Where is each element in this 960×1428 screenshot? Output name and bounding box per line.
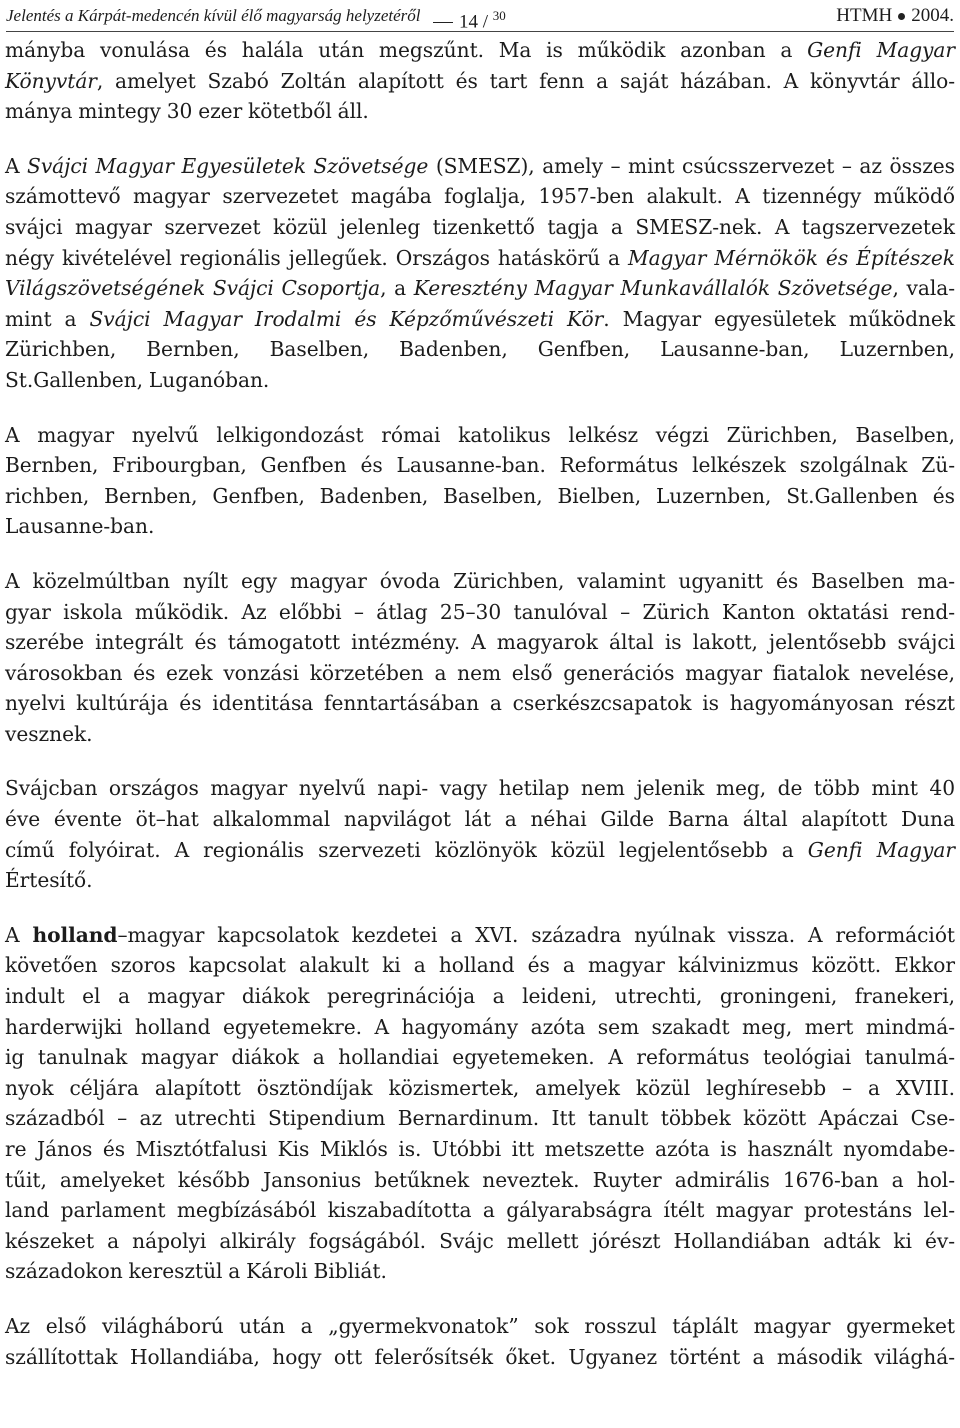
- text-line: szerébe integrált és támogatott intézmény. A magyarok által is lakott, jelentősebb svájci: [5, 630, 955, 655]
- text-line: nyok céljára alapított ösztöndíjak közismertek, amelyek közül leghíresebb – a XVIII.: [5, 1075, 955, 1100]
- text-line: richben, Bernben, Genfben, Badenben, Baselben, Bielben, Luzernben, St.Gallenben és: [5, 483, 955, 508]
- text-line: Könyvtár, amelyet Szabó Zoltán alapított és tart fenn a saját házában. A könyvtár állo-: [5, 68, 955, 93]
- text-line: harderwijki holland egyetemekre. A hagyomány azóta sem szakadt meg, mert mindmá-: [5, 1014, 955, 1039]
- text-line: századból – az utrechti Stipendium Bernardinum. Itt tanult többek között Apáczai Cse-: [5, 1106, 955, 1131]
- paragraph: [5, 151, 955, 396]
- text-line: éve évente öt–hat alkalommal napvilágot lát a néhai Gilde Barna által alapított Duna: [5, 807, 955, 832]
- header-year: 2004.: [911, 5, 954, 26]
- text-line: Svájcban országos magyar nyelvű napi- vagy hetilap nem jelenik meg, de több mint 40: [5, 776, 955, 801]
- text-line: vesznek.: [5, 721, 93, 746]
- text-line: nyelvi kultúrája és identitása fenntartásában a cserkészcsapatok is hagyományosan részt: [5, 691, 955, 716]
- text-line: mánya mintegy 30 ezer kötetből áll.: [5, 99, 369, 124]
- header-bullet: [898, 13, 905, 20]
- text-line: Lausanne-ban.: [5, 514, 155, 539]
- text-line: A holland–magyar kapcsolatok kezdetei a XVI. századra nyúlnak vissza. A reformációt: [5, 922, 955, 947]
- header-page-number: 14 / $^{30}$: [433, 4, 506, 34]
- text-line: Bernben, Fribourgban, Genfben és Lausanne-ban. Református lelkészek szolgálnak Zü-: [5, 453, 955, 478]
- header-report-title: Jelentés a Kárpát-medencén kívül élő magyarság helyzetéről: [6, 6, 421, 25]
- text-line: mányba vonulása és halála után megszűnt. Ma is működik azonban a Genfi Magyar: [5, 38, 956, 62]
- running-header: [6, 3, 954, 32]
- paragraph: [5, 920, 955, 1287]
- text-line: svájci magyar szervezet közül jelenleg tizenkettő tagja a SMESZ-nek. A tagszervezetek: [5, 214, 955, 239]
- header-current-page: 14: [459, 11, 478, 33]
- paragraph: [5, 1311, 955, 1372]
- paragraph: [5, 420, 955, 542]
- document-body: [5, 35, 955, 1372]
- text-line: ig tanulnak magyar diákok a hollandiai egyetemeken. A református teológiai tanulmá-: [5, 1045, 955, 1070]
- text-line: követően szoros kapcsolat alakult ki a holland és a magyar kálvinizmus között. Ekkor: [5, 953, 955, 978]
- text-line: gyar iskola működik. Az előbbi – átlag 25–30 tanulóval – Zürich Kanton oktatási rend-: [5, 599, 955, 624]
- text-line: Értesítő.: [5, 868, 93, 893]
- text-line: A közelmúltban nyílt egy magyar óvoda Zürichben, valamint ugyanitt és Baselben ma-: [5, 568, 955, 593]
- header-total-pages: 30: [492, 8, 506, 23]
- text-line: négy kivételével regionális jellegűek. Országos hatáskörű a Magyar Mérnökök és Építészek: [5, 245, 955, 270]
- text-line: Világszövetségének Svájci Csoportja, a Keresztény Magyar Munkavállalók Szövetsége, vala-: [5, 276, 955, 301]
- text-line: szállítottak Hollandiába, hogy ott felerősítsék őket. Ugyanez történt a második világhá-: [5, 1344, 955, 1369]
- text-line: Zürichben, Bernben, Baselben, Badenben, Genfben, Lausanne-ban, Luzernben,: [5, 337, 955, 362]
- text-line: A magyar nyelvű lelkigondozást római katolikus lelkész végzi Zürichben, Baselben,: [5, 422, 955, 447]
- text-line: indult el a magyar diákok peregrinációja a leideni, utrechti, groningeni, franekeri,: [5, 984, 955, 1009]
- header-issuer-name: HTMH: [836, 5, 893, 26]
- paragraph: [5, 566, 955, 750]
- text-line: tűit, amelyeket később Jansonius betűknek neveztek. Ruyter admirális 1676-ban a hol-: [5, 1167, 955, 1192]
- text-line: készeket a nápolyi alkirály fogságából. Svájc mellett jórészt Hollandiában adták ki év-: [5, 1228, 955, 1253]
- text-line: land parlament megbízásából kiszabadította a gályarabságra ítélt magyar protestáns lel-: [5, 1198, 955, 1223]
- header-issuer: [836, 4, 954, 28]
- paragraph: [5, 35, 955, 127]
- text-line: re János és Misztótfalusi Kis Miklós is. Utóbbi itt metszette azóta is használt nyomdabe-: [5, 1137, 955, 1161]
- text-line: számottevő magyar szervezetet magába foglalja, 1957-ben alakult. A tizennégy működő: [5, 184, 955, 209]
- text-line: mint a Svájci Magyar Irodalmi és Képzőművészeti Kör. Magyar egyesületek működnek: [5, 306, 956, 331]
- text-line: A Svájci Magyar Egyesületek Szövetsége (SMESZ), amely – mint csúcsszervezet – az összes: [5, 153, 955, 178]
- text-line: Az első világháború után a „gyermekvonatok” sok rosszul táplált magyar gyermeket: [5, 1313, 955, 1338]
- text-line: városokban és ezek vonzási körzetében a nem első generációs magyar fiatalok nevelése,: [5, 660, 955, 685]
- header-dash: [433, 22, 453, 23]
- text-line: századokon keresztül a Károli Bibliát.: [5, 1259, 387, 1284]
- text-line: St.Gallenben, Luganóban.: [5, 367, 270, 392]
- paragraph: [5, 773, 955, 895]
- text-line: című folyóirat. A regionális szervezeti közlönyök közül legjelentősebb a Genfi Magyar: [5, 837, 955, 862]
